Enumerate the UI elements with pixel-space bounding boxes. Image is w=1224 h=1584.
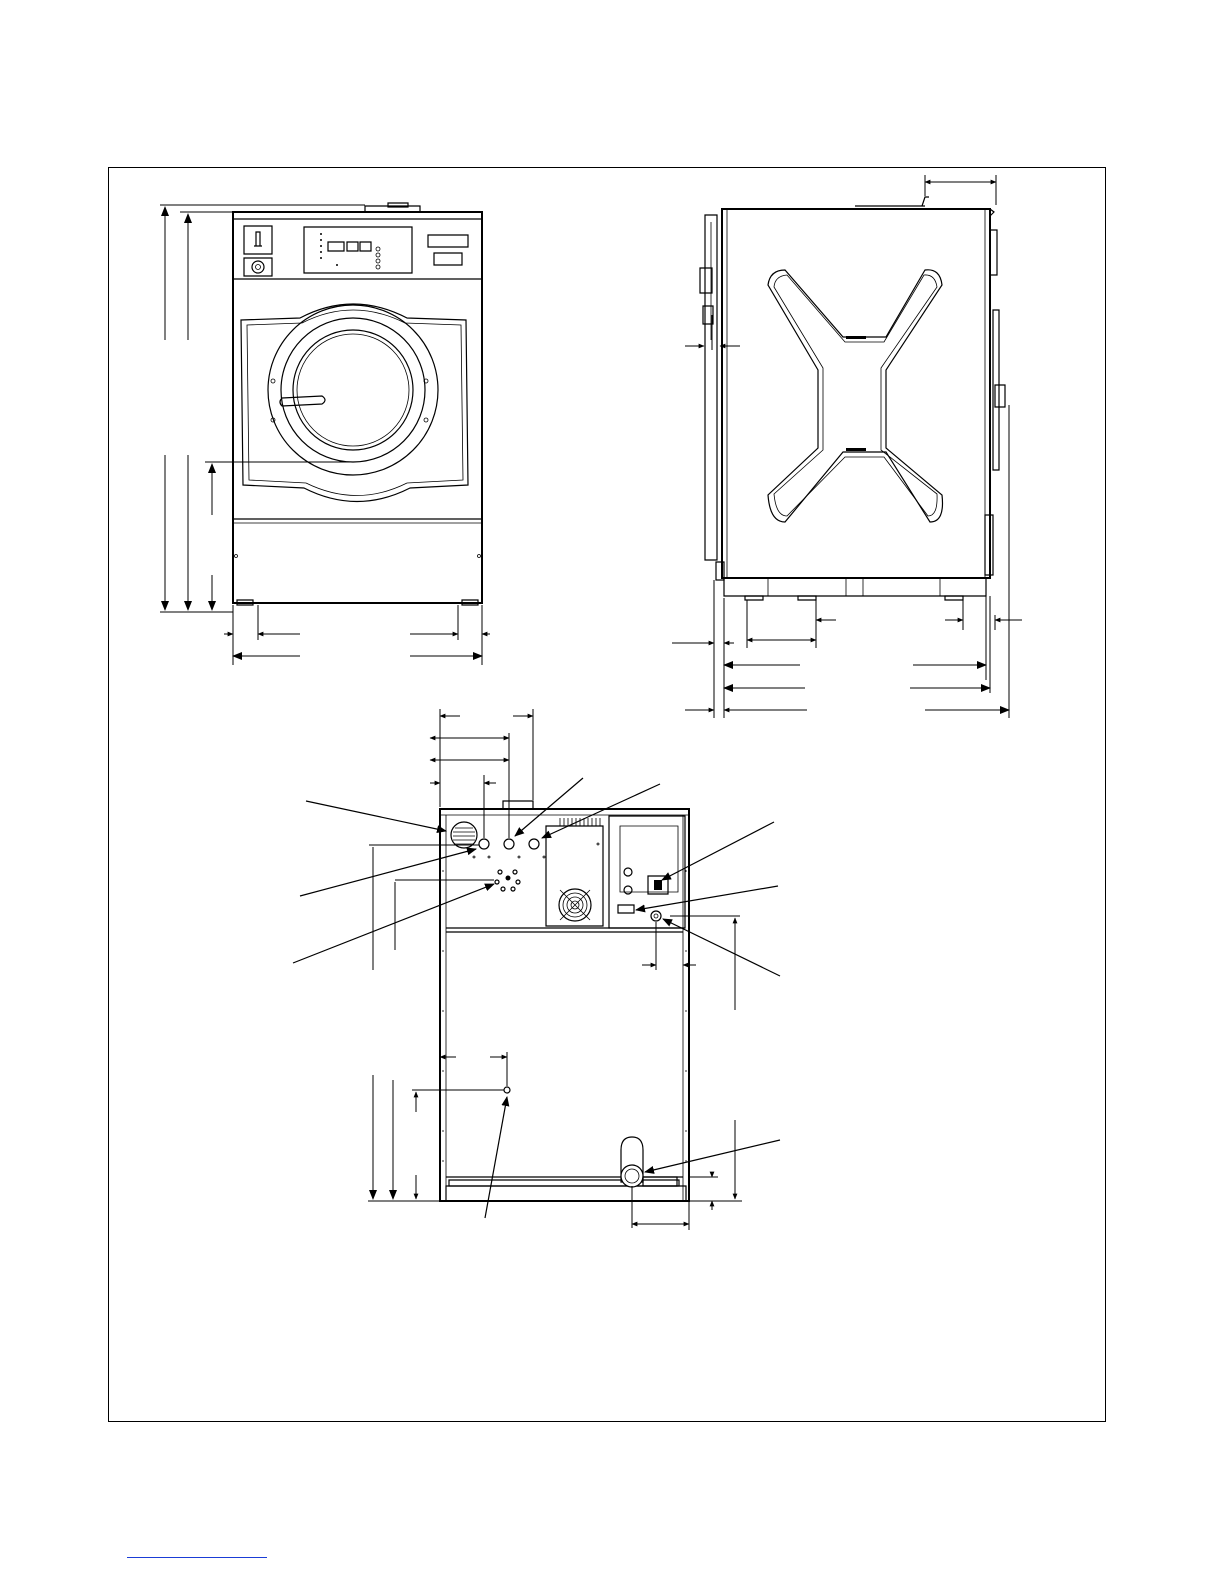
fan-grille (559, 889, 591, 921)
third-water-inlet (529, 839, 539, 849)
rear-dimensions (368, 709, 742, 1230)
hot-water-inlet (479, 839, 489, 849)
cold-water-inlet (504, 839, 514, 849)
front-dimensions (160, 205, 490, 665)
side-base (724, 578, 986, 596)
top-cap-lip (388, 203, 408, 207)
leader-ground-lug (663, 919, 780, 976)
electrical-knockout-1 (624, 868, 632, 876)
side-view (672, 175, 1022, 718)
label-plate (428, 235, 468, 247)
coin-slot (244, 226, 272, 254)
fan-housing (546, 826, 603, 926)
rear-base (446, 1186, 686, 1201)
rear-top-cap (503, 801, 533, 809)
leader-arrows (293, 778, 780, 1218)
leader-drain-outlet (645, 1140, 780, 1172)
side-cabinet (722, 209, 990, 578)
leader-hot-water-inlet (300, 849, 476, 896)
front-view (160, 203, 490, 665)
drain-hole (504, 1087, 510, 1093)
service-label (618, 905, 634, 913)
leader-power-switch (662, 822, 774, 880)
leader-cold-water-inlet (515, 778, 583, 836)
drain-outlet (621, 1137, 677, 1228)
electrical-knockout-2 (624, 886, 632, 894)
footer-rule (127, 1557, 267, 1558)
ground-lug (651, 911, 661, 921)
leader-supply-ports (293, 884, 494, 963)
leader-drain-hole (485, 1097, 507, 1218)
door-glass (293, 330, 413, 450)
supply-dispenser-ports (495, 870, 520, 891)
leader-exhaust-vent (306, 801, 446, 831)
leader-third-water-inlet (542, 784, 660, 838)
rear-profile (990, 230, 997, 275)
rear-cabinet (440, 809, 689, 1201)
door-handle (280, 396, 325, 406)
exhaust-vent (451, 822, 477, 848)
side-dimensions (672, 175, 1022, 718)
rear-view (293, 709, 780, 1230)
meter-window (434, 253, 462, 265)
x-shaped-panel (768, 270, 943, 522)
